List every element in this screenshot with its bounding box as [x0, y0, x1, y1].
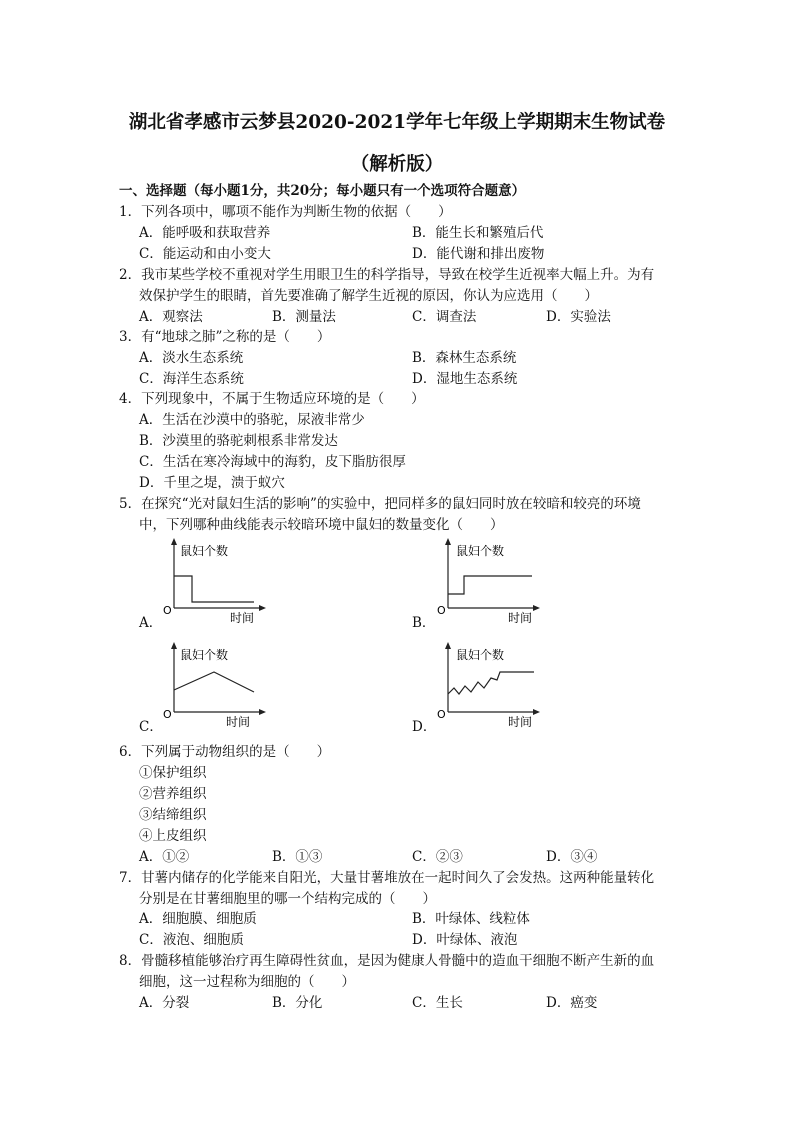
q5-graph-d [434, 642, 544, 732]
q4-option-c: C．生活在寒冷海域中的海豹，皮下脂肪很厚 [139, 454, 406, 470]
q5-graph-a [160, 538, 270, 628]
q5-graph-d-origin: O [437, 708, 446, 721]
q7-option-c: C．液泡、细胞质 [139, 932, 244, 948]
q1-option-d: D．能代谢和排出废物 [412, 246, 545, 262]
q6-option-c: C．②③ [412, 849, 463, 865]
q7-stem-line1: 7．甘薯内储存的化学能来自阳光，大量甘薯堆放在一起时间久了会发热。这两种能量转化 [119, 870, 655, 886]
q2-option-c: C．调查法 [412, 309, 477, 325]
q4-option-d: D．千里之堤，溃于蚁穴 [139, 475, 285, 491]
q2-option-d: D．实验法 [546, 309, 611, 325]
q5-graph-b [434, 538, 544, 628]
q2-option-b: B．测量法 [272, 309, 336, 325]
q5-graph-b-ylabel: 鼠妇个数 [456, 544, 505, 558]
q5-graph-c [160, 642, 270, 732]
q7-option-b: B．叶绿体、线粒体 [412, 911, 530, 927]
q8-option-c: C．生长 [412, 995, 463, 1011]
q3-stem: 3．有“地球之肺”之称的是（ ） [119, 329, 331, 345]
q6-option-d: D．③④ [546, 849, 598, 865]
q1-stem: 1．下列各项中，哪项不能作为判断生物的依据（ ） [119, 204, 452, 220]
q5-stem-line1: 5．在探究“光对鼠妇生活的影响”的实验中，把同样多的鼠妇同时放在较暗和较亮的环境 [119, 496, 641, 512]
q4-option-a: A．生活在沙漠中的骆驼，尿液非常少 [139, 412, 365, 428]
q8-stem-line2: 细胞，这一过程称为细胞的（ ） [139, 974, 355, 990]
q6-option-a: A．①② [139, 849, 190, 865]
q5-graph-d-ylabel: 鼠妇个数 [456, 648, 505, 662]
q5-graph-a-xlabel: 时间 [230, 611, 255, 625]
q5-graph-c-xlabel: 时间 [226, 715, 251, 729]
q5-graph-b-origin: O [437, 604, 446, 617]
q1-option-b: B．能生长和繁殖后代 [412, 225, 544, 241]
q3-option-d: D．湿地生态系统 [412, 371, 518, 387]
q6-item-1: ①保护组织 [139, 765, 207, 781]
q3-option-c: C．海洋生态系统 [139, 371, 244, 387]
q8-option-d: D．癌变 [546, 995, 598, 1011]
q7-stem-line2: 分别是在甘薯细胞里的哪一个结构完成的（ ） [139, 891, 436, 907]
q6-stem: 6．下列属于动物组织的是（ ） [119, 744, 331, 760]
q7-option-d: D．叶绿体、液泡 [412, 932, 518, 948]
q5-graph-c-origin: O [163, 708, 172, 721]
q3-option-b: B．森林生态系统 [412, 350, 517, 366]
q8-option-a: A．分裂 [139, 995, 190, 1011]
q2-stem-line1: 2．我市某些学校不重视对学生用眼卫生的科学指导，导致在校学生近视率大幅上升。为有 [119, 267, 655, 283]
section-heading: 一、选择题（每小题1分，共20分；每小题只有一个选项符合题意） [119, 183, 526, 199]
q7-option-a: A．细胞膜、细胞质 [139, 911, 257, 927]
q6-option-b: B．①③ [272, 849, 323, 865]
q5-graph-a-origin: O [163, 604, 172, 617]
q5-graph-c-ylabel: 鼠妇个数 [180, 648, 229, 662]
q6-item-2: ②营养组织 [139, 786, 207, 802]
q5-stem-line2: 中，下列哪种曲线能表示较暗环境中鼠妇的数量变化（ ） [139, 517, 504, 533]
q5-graph-a-ylabel: 鼠妇个数 [180, 544, 229, 558]
q6-item-4: ④上皮组织 [139, 828, 207, 844]
q5-graph-b-xlabel: 时间 [508, 611, 533, 625]
q4-stem: 4．下列现象中，不属于生物适应环境的是（ ） [119, 391, 425, 407]
q5-option-d: D． [412, 719, 437, 735]
q2-stem-line2: 效保护学生的眼睛，首先要准确了解学生近视的原因，你认为应选用（ ） [139, 288, 598, 304]
q5-graph-d-xlabel: 时间 [508, 715, 533, 729]
q1-option-a: A．能呼吸和获取营养 [139, 225, 271, 241]
document-subtitle: （解析版） [350, 154, 444, 175]
q5-option-a: A． [139, 615, 163, 631]
q8-option-b: B．分化 [272, 995, 323, 1011]
q3-option-a: A．淡水生态系统 [139, 350, 244, 366]
q6-item-3: ③结缔组织 [139, 807, 207, 823]
q4-option-b: B．沙漠里的骆驼刺根系非常发达 [139, 433, 338, 449]
document-title: 湖北省孝感市云梦县2020-2021学年七年级上学期期末生物试卷 [128, 112, 666, 133]
q5-option-b: B． [412, 615, 436, 631]
q8-stem-line1: 8．骨髓移植能够治疗再生障碍性贫血，是因为健康人骨髓中的造血干细胞不断产生新的血 [119, 953, 655, 969]
q1-option-c: C．能运动和由小变大 [139, 246, 271, 262]
q5-option-c: C． [139, 719, 163, 735]
q2-option-a: A．观察法 [139, 309, 203, 325]
